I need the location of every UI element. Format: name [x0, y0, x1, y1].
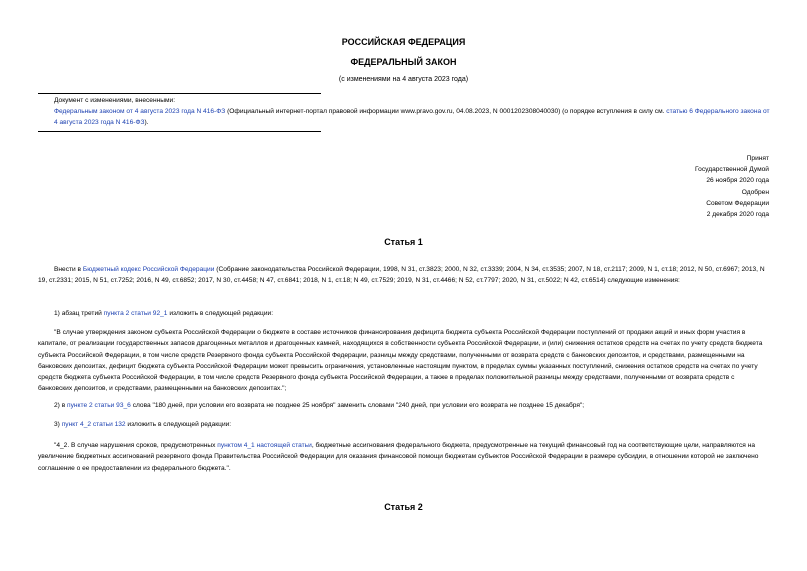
- country-title: РОССИЙСКАЯ ФЕДЕРАЦИЯ: [341, 37, 466, 47]
- law-type-title: ФЕДЕРАЛЬНЫЙ ЗАКОН: [350, 57, 457, 67]
- article-1-quote-1: "В случае утверждения законом субъекта Российской Федерации о бюджете в составе источников финансирования дефицита бюджета субъекта Российской Федерации поступлений от продажи акций и иных форм участия в капитале, от реализации государственных запасов драгоценных металлов и драгоценных камней, находящихся в собственности субъекта Российской Федерации, и (или) снижения остатков средств на счетах по учету средств бюджета субъекта Российской Федерации, в том числе средств Резервного фонда субъекта Российской Федерации, разницы между средствами, полученными от возврата средств с банковских депозитов, и средствами, размещенными на банковских депозитах, дефицит бюджета субъекта Российской Федерации может превысить ограничения, установленные настоящим пунктом, в пределах суммы указанных поступлений, снижения остатков средств на счетах по учету средств бюджета субъекта Российской Федерации, в том числе средств Резервного фонда субъекта Российской Федерации, а также в пределах положительной разницы между средствами, полученными от возврата средств с банковских депозитов, и средствами, размещенными на банковских депозитах.";: [38, 329, 763, 393]
- changes-text-1: (Официальный интернет-портал правовой информации www.pravo.gov.ru, 04.08.2023, N 0001202308040030) (о порядке вступления в силу см.: [225, 108, 667, 115]
- link-article-6[interactable]: статью 6 Федерального закона от 4 августа 2023 года N 416-ФЗ: [54, 108, 770, 126]
- adoption-line: 2 декабря 2020 года: [706, 211, 769, 219]
- adoption-line: Государственной Думой: [695, 166, 769, 174]
- article-1-quote-2: "4_2. В случае нарушения сроков, предусмотренных пунктом 4_1 настоящей статьи, бюджетные ассигнования федерального бюджета, предусмотренные на текущий финансовый год на соответствующие цели, направляются на увеличение бюджетных ассигнований резервного фонда Правительства Российской Федерации для оказания финансовой помощи бюджетам субъектов Российской Федерации в размере субсидии, в отношении которой не заключено соглашение о ее предоставлении из федерального бюджета.".: [38, 442, 759, 472]
- link-budget-code[interactable]: Бюджетный кодекс Российской Федерации: [82, 266, 215, 273]
- divider-bottom: [38, 131, 321, 132]
- article-1-item-1: 1) абзац третий пункта 2 статьи 92_1 изложить в следующей редакции:: [54, 310, 274, 317]
- adoption-block: [695, 153, 769, 220]
- adoption-line: Принят: [746, 155, 769, 162]
- changes-intro: Документ с изменениями, внесенными:: [54, 97, 176, 104]
- link-this-article[interactable]: настоящей статьи: [256, 442, 312, 449]
- link-article-93-6[interactable]: пункте 2 статьи 93_6: [67, 402, 131, 409]
- adoption-line: Одобрен: [741, 188, 769, 196]
- link-item-4-1[interactable]: пунктом 4_1: [217, 442, 255, 449]
- article-1-item-3: 3) пункт 4_2 статьи 132 изложить в следующей редакции:: [54, 421, 232, 428]
- article-1-heading: Статья 1: [384, 237, 423, 247]
- adoption-line: 26 ноября 2020 года: [706, 177, 769, 185]
- article-1-item-2: 2) в пункте 2 статьи 93_6 слова "180 дней, при условии его возврата не позднее 25 ноября" заменить словами "240 дней, при условии его возврата не позднее 15 декабря";: [54, 402, 585, 409]
- link-article-92-1[interactable]: пункта 2 статьи 92_1: [103, 310, 168, 317]
- link-law-416fz[interactable]: Федеральным законом от 4 августа 2023 года N 416-ФЗ: [54, 108, 226, 115]
- amendments-note: (с изменениями на 4 августа 2023 года): [338, 76, 469, 83]
- changes-text-2: ).: [144, 119, 149, 126]
- article-2-heading: Статья 2: [384, 502, 423, 512]
- changes-text: [38, 106, 770, 128]
- adoption-line: Советом Федерации: [706, 199, 769, 207]
- divider-top: [38, 93, 321, 94]
- link-article-132[interactable]: пункт 4_2 статьи 132: [61, 421, 126, 428]
- changes-block: [38, 95, 770, 128]
- article-1-paragraph-1: Внести в Бюджетный кодекс Российской Федерации (Собрание законодательства Российской Федерации, 1998, N 31, ст.3823; 2000, N 32, ст.3339; 2004, N 34, ст.3535; 2007, N 18, ст.2117; 2009, N 1, ст.18; 2012, N 50, ст.6967; 2013, N 19, ст.2331; 2015, N 51, ст.7252; 2016, N 49, ст.6852; 2017, N 30, ст.4458; N 47, ст.6841; 2018, N 1, ст.18; N 49, ст.7529; 2019, N 31, ст.4466; N 52, ст.7797; 2020, N 31, ст.5022; N 42, ст.6514) следующие изменения:: [38, 266, 765, 285]
